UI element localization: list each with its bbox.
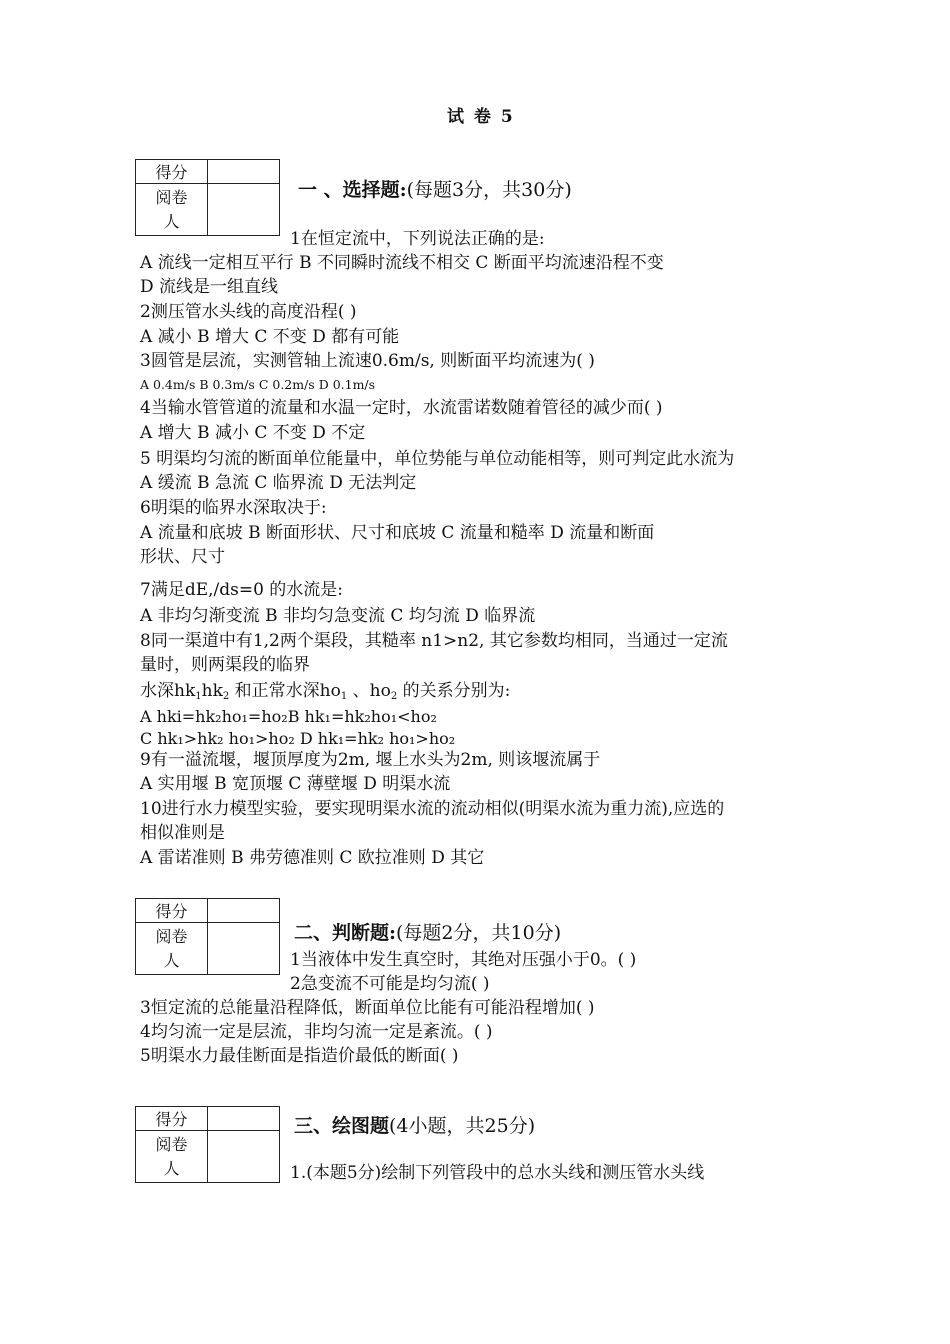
reviewer-label: 阅卷 人 xyxy=(136,184,208,236)
score-box-section1 xyxy=(135,159,280,236)
judge-q3: 3恒定流的总能量沿程降低，断面单位比能有可能沿程增加( ) xyxy=(140,998,595,1018)
q6-options-cont: 形状、尺寸 xyxy=(140,547,225,567)
q10-stem: 10进行水力模型实验，要实现明渠水流的流动相似(明渠水流为重力流),应选的 xyxy=(140,799,725,819)
judge-q1: 1当液体中发生真空时，其绝对压强小于0。( ) xyxy=(290,950,637,970)
score-cell[interactable] xyxy=(208,1107,280,1131)
q7-stem: 7满足dE,/ds=0 的水流是: xyxy=(140,580,344,600)
q1-options: A 流线一定相互平行 B 不同瞬时流线不相交 C 断面平均流速沿程不变 xyxy=(140,253,664,273)
q6-options: A 流量和底坡 B 断面形状、尺寸和底坡 C 流量和糙率 D 流量和断面 xyxy=(140,523,655,543)
score-label: 得分 xyxy=(136,899,208,923)
q8-stem-cont: 量时，则两渠段的临界 xyxy=(140,655,310,675)
reviewer-label: 阅卷 人 xyxy=(136,923,208,975)
q1-stem: 1在恒定流中，下列说法正确的是: xyxy=(290,229,545,249)
reviewer-label: 阅卷 人 xyxy=(136,1131,208,1183)
score-box-section2 xyxy=(135,898,280,975)
reviewer-cell[interactable] xyxy=(208,184,280,236)
q2-options: A 减小 B 增大 C 不变 D 都有可能 xyxy=(140,327,400,347)
q5-options: A 缓流 B 急流 C 临界流 D 无法判定 xyxy=(140,473,417,493)
section3-heading: 三、绘图题(4小题，共25分) xyxy=(294,1115,536,1137)
judge-q2: 2急变流不可能是均匀流( ) xyxy=(290,974,490,994)
q9-stem: 9有一溢流堰，堰顶厚度为2m, 堰上水头为2m, 则该堰流属于 xyxy=(140,750,601,770)
judge-q5: 5明渠水力最佳断面是指造价最低的断面( ) xyxy=(140,1046,459,1066)
q4-stem: 4当输水管管道的流量和水温一定时，水流雷诺数随着管径的减少而( ) xyxy=(140,398,663,418)
q4-options: A 增大 B 减小 C 不变 D 不定 xyxy=(140,423,366,443)
score-label: 得分 xyxy=(136,160,208,184)
q6-stem: 6明渠的临界水深取决于: xyxy=(140,498,327,518)
q3-stem: 3圆管是层流，实测管轴上流速0.6m/s, 则断面平均流速为( ) xyxy=(140,351,595,371)
section1-heading: 一 、选择题:(每题3分，共30分) xyxy=(298,179,572,201)
q8-options-ab: A hki=hk₂ho₁=ho₂B hk₁=hk₂ho₁<ho₂ xyxy=(140,707,437,726)
q2-stem: 2测压管水头线的高度沿程( ) xyxy=(140,302,357,322)
q1-option-d: D 流线是一组直线 xyxy=(140,277,279,297)
q10-options: A 雷诺准则 B 弗劳德准则 C 欧拉准则 D 其它 xyxy=(140,848,485,868)
page-title: 试 卷 5 xyxy=(447,107,515,127)
reviewer-cell[interactable] xyxy=(208,923,280,975)
q5-stem: 5 明渠均匀流的断面单位能量中，单位势能与单位动能相等，则可判定此水流为 xyxy=(140,449,735,469)
reviewer-cell[interactable] xyxy=(208,1131,280,1183)
draw-q1: 1.(本题5分)绘制下列管段中的总水头线和测压管水头线 xyxy=(290,1163,705,1183)
score-label: 得分 xyxy=(136,1107,208,1131)
score-cell[interactable] xyxy=(208,160,280,184)
q3-options: A 0.4m/s B 0.3m/s C 0.2m/s D 0.1m/s xyxy=(140,377,376,392)
score-cell[interactable] xyxy=(208,899,280,923)
q9-options: A 实用堰 B 宽顶堰 C 薄壁堰 D 明渠水流 xyxy=(140,774,451,794)
q8-stem: 8同一渠道中有1,2两个渠段，其糙率 n1>n2, 其它参数均相同，当通过一定流 xyxy=(140,631,728,651)
section2-heading: 二、判断题:(每题2分，共10分) xyxy=(294,922,562,944)
judge-q4: 4均匀流一定是层流，非均匀流一定是紊流。( ) xyxy=(140,1022,493,1042)
q10-stem-cont: 相似准则是 xyxy=(140,823,225,843)
q8-options-cd: C hk₁>hk₂ ho₁>ho₂ D hk₁=hk₂ ho₁>ho₂ xyxy=(140,729,456,748)
score-box-section3 xyxy=(135,1106,280,1183)
q8-stem-line3: 水深$hk_1hk_2$ 和正常水深$ho_1$ 、$ho_2$ 的关系分别为: xyxy=(140,681,511,702)
q7-options: A 非均匀渐变流 B 非均匀急变流 C 均匀流 D 临界流 xyxy=(140,606,536,626)
